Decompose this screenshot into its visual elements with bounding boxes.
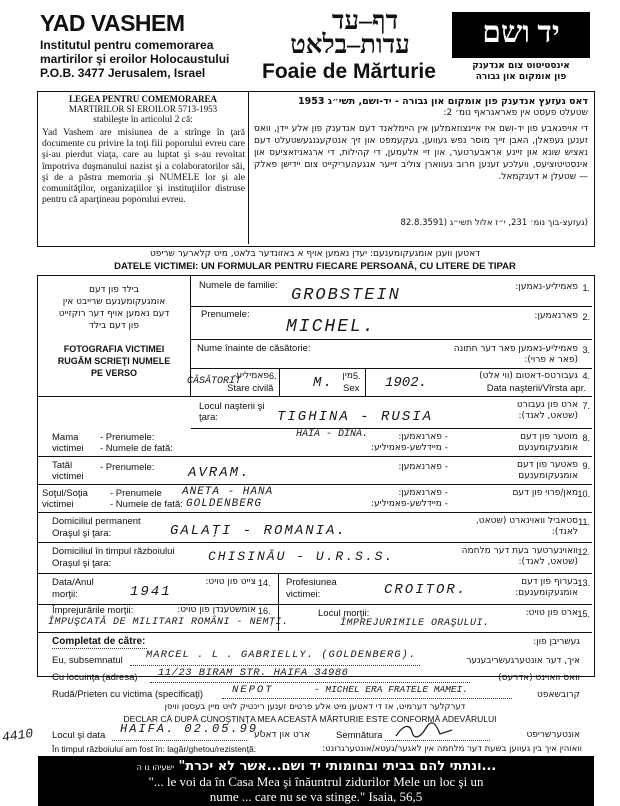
death-date-value[interactable]: 1941 [130, 584, 172, 600]
spouse-first-name-value[interactable]: ANETA - HANA [182, 486, 274, 498]
hebrew-title-2: עדות–בלאט [290, 30, 410, 59]
death-place-value[interactable]: ÎMPREJURIMILE ORAŞULUI. [340, 618, 490, 629]
law-hebrew-ref: (געזעצ-בוך נומ׳ 231, י״ז אלול תשי״ג (82.8.3591 [400, 218, 588, 228]
signature-hebrew: אונטערשריפט [526, 730, 580, 740]
first-name-label: Prenumele: [201, 309, 250, 320]
logo-subtitle-1: אינסטיטוט צום אנדענק [472, 61, 570, 71]
war-residence-label: Domiciliul în timpul războiului [52, 546, 175, 557]
place-date-label: Locul şi data [52, 730, 106, 741]
field-death-date-profession: Data/Anul morţii: 1941 צייט פון טויט: 14. Profesiunea victimei: CROITOR. בערוף פון דעם אומגעקומענעם: 13. [38, 574, 592, 605]
law-hebrew-body: די אויפגאבע פון יד-ושם איז איינצוזאמלען אין היימלאנד דעם אנדענק פון אלע יידן, וואס זענען געפאלן, האבן זייך מוסר נפש געווען, געקעמפט און זיך אנטקעגנגעשטעלט דעם נאציש שונא און זיינע אראבערטער, און זיי אלעמען, די קהילות, די ארגאניזאציעס און אינסטיטוציעס, וועלכע זענען חרוב געווארן צוליב זייער אנגעהעריקייט צום יידישן פאלק — שטעלן א דענקמאל. [254, 124, 588, 182]
footer-hebrew-quote: ...ונתתי להם בביתי ובחומותי יד ושם...אשר לא יכרת" ישעיהו נו ה [136, 759, 497, 774]
death-date-label: Data/Anul [52, 577, 94, 588]
birth-date-hebrew: געבורטס-דאטום (ווי אלט) [479, 371, 578, 381]
war-location-label: În timpul războiului am fost în: lagăr/ghetou/rezistenţă: [52, 744, 257, 754]
family-name-hebrew: פאמיליע-נאמען: [515, 282, 578, 292]
mother-first-name-label: - Prenumele: [100, 432, 155, 443]
submitter-name-value[interactable]: MARCEL . L . GABRIELLY. (GOLDENBERG). [146, 649, 417, 661]
sex-hebrew: מין [342, 371, 353, 381]
profession-label-2: victimei: [286, 589, 321, 600]
mother-name-value[interactable]: HAIA - DINA. [296, 429, 369, 440]
field-father: Tatăl victimei - Prenumele: AVRAM. - פארנאמען: פאטער פון דעם אומגעקומענעם 9. [38, 457, 592, 485]
circumstances-label: Împrejurările morţii: [52, 605, 134, 616]
maiden-name-hebrew: פאמיליע-נאמען פאר דער חתונה (פאר א פרוי): [453, 344, 578, 365]
footer-quote-2: nume ... care nu se va stinge." Isaia, 56,5 [209, 789, 423, 804]
submitter-name-label: Eu, subsemnatul [52, 655, 123, 666]
submitter-relation-value[interactable]: NEPOT [232, 684, 274, 696]
circumstances-value[interactable]: ÎMPUŞCATĂ DE MILITARI ROMÂNI - NEMŢI. [48, 617, 289, 628]
civil-status-hebrew: פאמיליע- [233, 371, 269, 381]
submitter-name-hebrew: איך, דער אונטערגעשריבענער [466, 656, 580, 666]
field-death-place-circumstances: Împrejurările morţii: אומשטענדן פון טויט: 16. ÎMPUŞCATĂ DE MILITARI ROMÂNI - NEMŢI. Locul morţii: ÎMPREJURIMILE ORAŞULUI. ארט פון טויט: 15. [48, 605, 590, 629]
field-family-name: Numele de familie: פאמיליע-נאמען: 1. GROBSTEIN [191, 276, 592, 307]
submitter-relation-note[interactable]: - MICHEL ERA FRATELE MAMEI. [314, 684, 468, 695]
circumstances-hebrew: אומשטענדן פון טויט: [177, 605, 256, 615]
field-first-name: Prenumele: פארנאמען: 2. MICHEL. [191, 307, 592, 340]
spouse-maiden-name-value[interactable]: GOLDENBERG [186, 498, 263, 510]
footer-quote-1: "... le voi da în Casa Mea şi înăuntrul zidurilor Mele un loc şi un [148, 774, 484, 789]
father-name-value[interactable]: AVRAM. [188, 465, 251, 481]
footer-hebrew-ref: ישעיהו נו ה [136, 763, 174, 772]
civil-status-label: Stare civilă [227, 383, 274, 394]
law-hebrew-sub: שטעלט פעסט אין פאראגראף נומ׳ 2: [443, 108, 588, 118]
field-mother: Mama victimei - Prenumele: - Numele de fată: HAIA - DINA. - פארנאמען: - מיידלשע-פאמיליע: מוטער פון דעם אומגעקומענעם 8. [38, 429, 592, 457]
mother-hebrew: מוטער פון דעם אומגעקומענעם [518, 432, 578, 453]
permanent-residence-value[interactable]: GALAŢI - ROMANIA. [170, 523, 347, 539]
submitter-relation-label: Rudă/Prieten cu victima (specificaţi) [52, 689, 203, 700]
death-place-label: Locul morţii: [318, 608, 370, 619]
field-spouse: Soţul/Soţia victimei - Prenumele - Numele de fată: ANETA - HANA GOLDENBERG - פארנאמען: - מיידלשע-פאמיליע: מאן/פרוי פון דעם 10. [38, 485, 592, 513]
victim-data-hebrew: דאטען וועגן אומגעקומענעם: יעדן נאמען אויף א באזונדער בלאט, מיט קלארער שריפט [149, 249, 481, 259]
field-war-residence: Domiciliul în timpul războiului Oraşul şi ţara: CHISINĂU - U.R.S.S. וואוינערטער בעת דער מלחמה (שטאט, לאנד): 12. [38, 543, 592, 574]
permanent-residence-label: Domiciliul permanent [52, 516, 141, 527]
submitter-label: Completat de către: [52, 636, 146, 647]
father-first-name-label: - Prenumele: [100, 462, 155, 473]
declaration: DECLAR CĂ DUPĂ CUNOŞTINŢA MEA ACEASTĂ MĂRTURIE ESTE CONFORMĂ ADEVĂRULUI [123, 714, 497, 724]
war-residence-value[interactable]: CHISINĂU - U.R.S.S. [208, 549, 395, 564]
mother-label: Mama victimei [52, 432, 84, 454]
father-hebrew: פאטער פון דעם אומגעקומענעם [517, 460, 578, 481]
law-hebrew-title: דאס געזעץ אנדענק פון אומקום און גבורה - יד-ושם, תשי״ג 1953 [297, 96, 588, 107]
org-name: YAD VASHEM [40, 10, 185, 36]
hebrew-title-1: דף–עד [331, 6, 399, 35]
death-date-label-2: morţii: [52, 589, 78, 600]
war-location-hebrew: וואוהין איך בין געווען בשעת דער מלחמה אין לאגער/געטא/אונטערגרונט: [322, 744, 582, 754]
birth-date-label: Data naşterii/Vîrsta apr. [486, 383, 586, 394]
sex-label: Sex [343, 383, 360, 394]
permanent-residence-city-label: Oraşul şi ţara: [52, 528, 112, 539]
war-residence-hebrew: וואוינערטער בעת דער מלחמה (שטאט, לאנד): [461, 546, 578, 567]
permanent-residence-hebrew: סטאביל וואוינארט (שטאט, לאנד): [475, 516, 578, 537]
profession-label: Profesiunea [286, 577, 337, 588]
photo-instructions: FOTOGRAFIA VICTIMEI RUGĂM SCRIEŢI NUMELE PE VERSO [57, 344, 171, 378]
law-title-3: stabileşte în articolul 2 că: [93, 115, 193, 125]
law-title-2: MARTIRILOR SI EROILOR 5713-1953 [68, 104, 218, 114]
photo-box [38, 276, 191, 397]
yad-vashem-logo: יד ושם [452, 12, 590, 58]
org-address: P.O.B. 3477 Jerusalem, Israel [40, 66, 206, 80]
header [0, 0, 620, 90]
family-name-label: Numele de familie: [199, 280, 278, 291]
place-date-hebrew: ארט און דאטע [254, 730, 310, 740]
victim-data-title: DATELE VICTIMEI: UN FORMULAR PENTRU FIECARE PERSOANĂ, CU LITERE DE TIPAR [114, 261, 516, 272]
field-maiden-name: Nume înainte de căsătorie: פאמיליע-נאמען פאר דער חתונה (פאר א פרוי): 3. [191, 340, 592, 369]
submitter-address-hebrew: וואס וואוינט (אדרעס) [498, 673, 580, 683]
law-body: Yad Vashem are misiunea de a strînge în ţară documente cu privire la toţi fiii poporului evreu care şi-au pierdut viaţa, care au luptat şi s-au revoltat împotriva duşmanului nazist şi a colaboratorilor săi, şi de a păstra memoria şi NUMELE lor şi ale comunităţilor, organizaţiilor şi instituţiilor distruse pentru că aparţineau poporului evreu. [42, 127, 245, 206]
field-birth-place: Locul naşterii şi ţara: ארט פון געבורט (שטאט, לאנד): 7. TIGHINA - RUSIA [191, 397, 592, 429]
photo-hebrew: בילד פון דעם אומגעקומענעם שרייבט אין דעם נאמען אויף דער רוקזייט פון דעם בילד [58, 285, 170, 331]
sex-value[interactable]: M. [313, 375, 334, 391]
civil-status-value[interactable]: CĂSĂTORIT [187, 376, 242, 387]
first-name-value[interactable]: MICHEL. [286, 317, 376, 337]
spouse-first-name-label: - Prenumele [110, 488, 162, 499]
mother-maiden-name-label: - Numele de fată: [100, 443, 173, 454]
spouse-hebrew: מאן/פרוי פון דעם [512, 488, 578, 498]
signature-scribble-icon [392, 722, 462, 740]
form-title: Foaie de Mărturie [262, 60, 436, 83]
birth-date-value[interactable]: 1902. [385, 375, 428, 391]
law-title-1: LEGEA PENTRU COMEMORAREA [68, 94, 217, 104]
place-date-value[interactable]: HAIFA. 02.05.99. [120, 722, 268, 736]
birth-place-value[interactable]: TIGHINA - RUSIA [277, 409, 434, 425]
law-divider [248, 92, 249, 244]
spouse-label: Soţul/Soţia victimei [42, 488, 88, 510]
submitter-address-value[interactable]: 11/23 BIRAM STR. HAIFA 34986 [158, 667, 349, 679]
spouse-maiden-name-label: - Numele de fată: [110, 499, 183, 510]
war-residence-city-label: Oraşul şi ţara: [52, 558, 112, 569]
death-place-hebrew: ארט פון טויט: [525, 608, 578, 618]
margin-note: 4410 [1, 725, 35, 746]
birth-place-hebrew: ארט פון געבורט (שטאט, לאנד): [516, 400, 578, 421]
declaration-hebrew: דערקלער דערמיט, אז די דאטען מיט אלע פרטים זענען ריכטיק לויט מיין בעסטן וויסן [164, 702, 466, 712]
org-subtitle-1: Institutul pentru comemorarea [40, 38, 214, 52]
org-subtitle-2: martirilor şi eroilor Holocaustului [40, 52, 230, 66]
father-label: Tatăl victimei [52, 460, 84, 482]
signature[interactable] [392, 722, 462, 740]
death-date-hebrew: צייט פון טויט: [205, 577, 256, 587]
signature-label: Semnătura [336, 730, 383, 741]
submitter-relation-hebrew: קרובשאפט [537, 690, 580, 700]
field-permanent-residence: Domiciliul permanent Oraşul şi ţara: GALAŢI - ROMANIA. סטאביל וואוינארט (שטאט, לאנד): 11. [38, 513, 592, 543]
field-birth-sex-civil: פאמיליע- 6. Stare civilă CĂSĂTORIT מין 5. Sex M. געבורטס-דאטום (ווי אלט) 4. Data naşterii/Vîrsta apr. 1902. [191, 369, 592, 397]
logo-subtitle-2: פון אומקום און גבורה [475, 72, 567, 82]
family-name-value[interactable]: GROBSTEIN [291, 286, 401, 305]
footer-banner [38, 756, 594, 806]
birth-place-label: Locul naşterii şi ţara: [199, 401, 265, 423]
profession-value[interactable]: CROITOR. [384, 582, 468, 598]
first-name-hebrew: פארנאמען: [534, 311, 578, 321]
submitter-address-label: Cu locuinţa (adresa) [52, 672, 138, 683]
maiden-name-label: Nume înainte de căsătorie: [197, 343, 311, 354]
submitter-hebrew: געשריבן פון: [533, 637, 580, 647]
profession-hebrew: בערוף פון דעם אומגעקומענעם: [515, 577, 578, 598]
